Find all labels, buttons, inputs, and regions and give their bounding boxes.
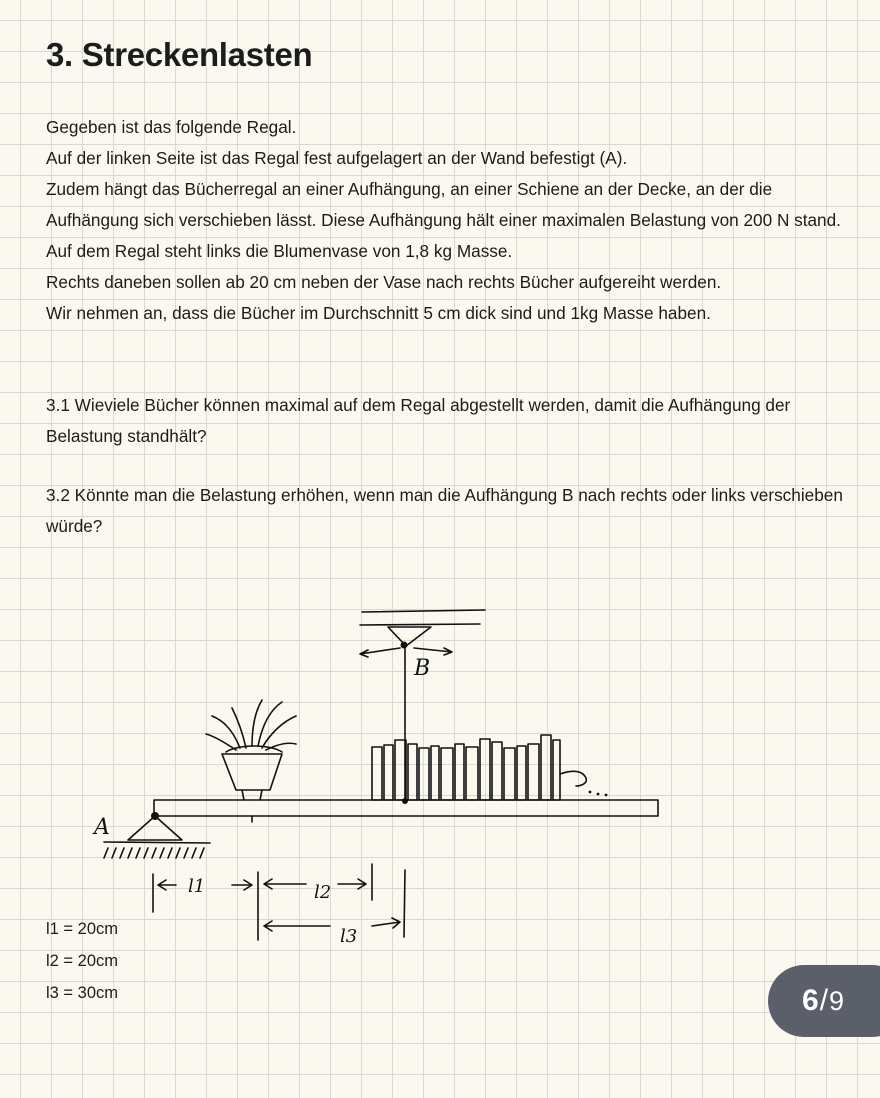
ceiling-rail-bottom bbox=[360, 624, 480, 625]
variable-l2: l2 = 20cm bbox=[46, 952, 118, 970]
dim-l3 bbox=[264, 918, 400, 931]
book bbox=[553, 740, 560, 800]
ground-hatching bbox=[104, 848, 204, 858]
shelf-hook bbox=[402, 798, 408, 804]
vase-base-right bbox=[260, 790, 262, 800]
page-indicator[interactable] bbox=[768, 965, 880, 1037]
page-current: 6 bbox=[802, 984, 819, 1017]
intro-line: Wir nehmen an, dass die Bücher im Durchschnitt 5 cm dick sind und 1kg Masse haben. bbox=[46, 303, 711, 323]
intro-line: Zudem hängt das Bücherregal an einer Aufhängung, an einer Schiene an der Decke, an der die Aufhängung sich verschieben lässt. Diese Aufhängung hält einer maximalen Belastung von 200 N stand. bbox=[46, 179, 841, 230]
label-a: A bbox=[94, 815, 110, 840]
hanger-bracket bbox=[388, 627, 431, 646]
book bbox=[419, 748, 429, 800]
intro-line: Gegeben ist das folgende Regal. bbox=[46, 117, 297, 137]
plant-leaves bbox=[206, 700, 296, 750]
book bbox=[541, 735, 551, 800]
dot bbox=[605, 794, 608, 797]
book bbox=[517, 746, 526, 800]
book bbox=[441, 748, 453, 800]
books-row bbox=[372, 735, 560, 800]
label-b: B bbox=[414, 656, 431, 681]
slide-arrow-right bbox=[414, 648, 452, 655]
intro-line: Auf dem Regal steht links die Blumenvase von 1,8 kg Masse. bbox=[46, 241, 513, 261]
label-l3: l3 bbox=[340, 926, 358, 947]
dot bbox=[597, 793, 600, 796]
vase-base-left bbox=[242, 790, 244, 800]
book bbox=[431, 746, 439, 800]
book bbox=[384, 745, 393, 800]
label-l1: l1 bbox=[188, 876, 206, 897]
intro-line: Auf der linken Seite ist das Regal fest aufgelagert an der Wand befestigt (A). bbox=[46, 148, 628, 168]
slide-arrow-left bbox=[360, 648, 400, 657]
book bbox=[504, 748, 515, 800]
ground-line bbox=[104, 842, 210, 843]
question-3-2: 3.2 Könnte man die Belastung erhöhen, wenn man die Aufhängung B nach rechts oder links verschieben würde? bbox=[46, 485, 843, 536]
book bbox=[492, 742, 502, 800]
book bbox=[372, 747, 382, 800]
page-total: 9 bbox=[829, 985, 845, 1016]
book bbox=[528, 744, 539, 800]
dim-tick bbox=[404, 870, 405, 937]
page-separator: / bbox=[819, 984, 829, 1017]
intro-line: Rechts daneben sollen ab 20 cm neben der Vase nach rechts Bücher aufgereiht werden. bbox=[46, 272, 722, 292]
dot bbox=[589, 791, 592, 794]
variable-l1: l1 = 20cm bbox=[46, 920, 118, 938]
label-l2: l2 bbox=[314, 882, 332, 903]
ceiling-rail bbox=[362, 610, 485, 612]
variable-l3: l3 = 30cm bbox=[46, 984, 118, 1002]
book bbox=[480, 739, 490, 800]
books-continue-arrow bbox=[560, 771, 586, 786]
book bbox=[408, 744, 417, 800]
book bbox=[455, 744, 464, 800]
vase bbox=[222, 754, 282, 790]
book bbox=[466, 747, 478, 800]
hanger-joint bbox=[401, 642, 408, 649]
question-3-1: 3.1 Wieviele Bücher können maximal auf dem Regal abgestellt werden, damit die Aufhängung der Belastung standhält? bbox=[46, 395, 791, 446]
page-title: 3. Streckenlasten bbox=[46, 36, 313, 73]
